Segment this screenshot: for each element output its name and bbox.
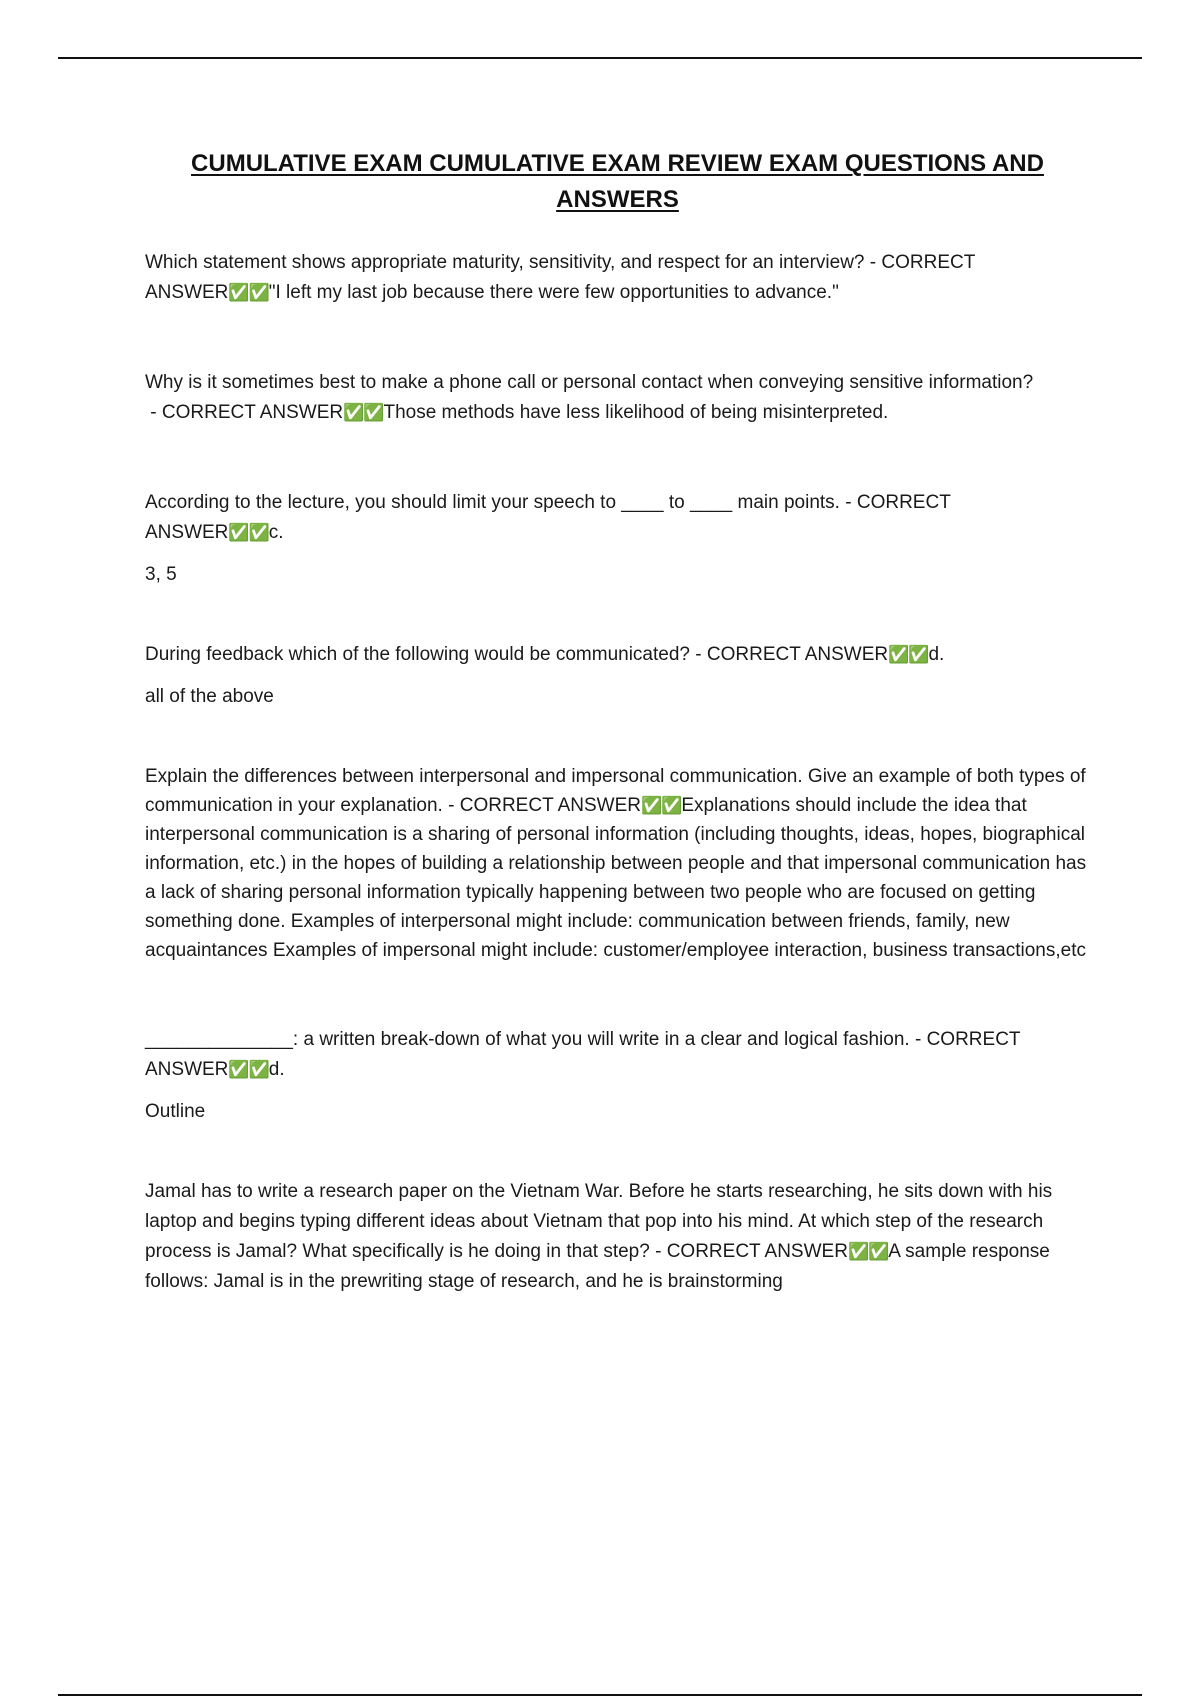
qa-item (145, 1177, 1090, 1297)
answer-text: d. (268, 1059, 285, 1080)
top-rule (58, 57, 1142, 59)
answer-marker: CORRECT ANSWER (145, 492, 951, 543)
answer-marker: CORRECT ANSWER (459, 795, 641, 816)
checkmark-icon: ✅✅ (888, 645, 929, 664)
document-page (145, 146, 1090, 1297)
answer-marker: CORRECT ANSWER (145, 1029, 1021, 1080)
question-text: ______________: a written break-down of what you will write in a clear and logical fashion. - CORRECT ANSWER✅✅d. (145, 1029, 1021, 1080)
answer-text: Explanations should include the idea that interpersonal communication is a sharing of personal information (including thoughts, ideas, hopes, biographical information, etc.) in the hopes of building a relationship between people and that impersonal communication has a lack of sharing personal information typically happening between two people who are focused on getting something done. Examples of interpersonal might include: communication between friends, family, new acquaintances Examples of impersonal might include: customer/employee interaction, business transactions,etc (145, 795, 1087, 961)
answer-marker: CORRECT ANSWER (145, 252, 975, 303)
checkmark-icon: ✅✅ (343, 403, 384, 422)
checkmark-icon: ✅✅ (228, 283, 269, 302)
qa-item (145, 1025, 1090, 1127)
qa-item (145, 488, 1090, 590)
qa-item (145, 248, 1090, 308)
checkmark-icon: ✅✅ (228, 523, 269, 542)
answer-detail: Outline (145, 1101, 206, 1122)
question-text: According to the lecture, you should limit your speech to ____ to ____ main points. - CORRECT ANSWER✅✅c. (145, 492, 951, 543)
qa-item (145, 762, 1090, 965)
question-text: Which statement shows appropriate maturity, sensitivity, and respect for an interview? - CORRECT ANSWER✅✅"I left my last job because there were few opportunities to advance." (145, 252, 975, 303)
answer-marker: CORRECT ANSWER (706, 644, 889, 665)
bottom-rule (58, 1694, 1142, 1696)
answer-detail: 3, 5 (145, 564, 177, 585)
qa-item (145, 640, 1090, 712)
qa-item (145, 368, 1090, 428)
answer-text: c. (268, 522, 284, 543)
question-text: During feedback which of the following would be communicated? - CORRECT ANSWER✅✅d. (145, 644, 945, 665)
question-text: Explain the differences between interpersonal and impersonal communication. Give an example of both types of communication in your explanation. - CORRECT ANSWER✅✅Explanations should include the idea that interpersonal communication is a sharing of personal information (including thoughts, ideas, hopes, biographical information, etc.) in the hopes of building a relationship between people and that impersonal communication has a lack of sharing personal information typically happening between two people who are focused on getting something done. Examples of interpersonal might include: communication between friends, family, new acquaintances Examples of impersonal might include: customer/employee interaction, business transactions,etc (145, 766, 1087, 961)
checkmark-icon: ✅✅ (640, 796, 682, 815)
checkmark-icon: ✅✅ (228, 1060, 269, 1079)
answer-text: A sample response follows: Jamal is in the prewriting stage of research, and he is brainstorming (145, 1241, 1050, 1292)
checkmark-icon: ✅✅ (847, 1242, 889, 1261)
question-text: Jamal has to write a research paper on the Vietnam War. Before he starts researching, he sits down with his laptop and begins typing different ideas about Vietnam that pop into his mind. At which step of the research process is Jamal? What specifically is he doing in that step? - CORRECT ANSWER✅✅A sample response follows: Jamal is in the prewriting stage of research, and he is brainstorming (145, 1181, 1053, 1292)
question-text: Why is it sometimes best to make a phone call or personal contact when conveying sensitive information? - CORRECT ANSWER✅✅Those methods have less likelihood of being misinterpreted. (145, 372, 1034, 423)
answer-marker: CORRECT ANSWER (161, 402, 344, 423)
answer-text: d. (928, 644, 945, 665)
answer-detail: all of the above (145, 686, 274, 707)
document-title: CUMULATIVE EXAM CUMULATIVE EXAM REVIEW EXAM QUESTIONS AND ANSWERS (191, 150, 1044, 213)
answer-text: "I left my last job because there were few opportunities to advance." (268, 282, 839, 303)
answer-marker: CORRECT ANSWER (666, 1241, 848, 1262)
answer-text: Those methods have less likelihood of being misinterpreted. (383, 402, 889, 423)
